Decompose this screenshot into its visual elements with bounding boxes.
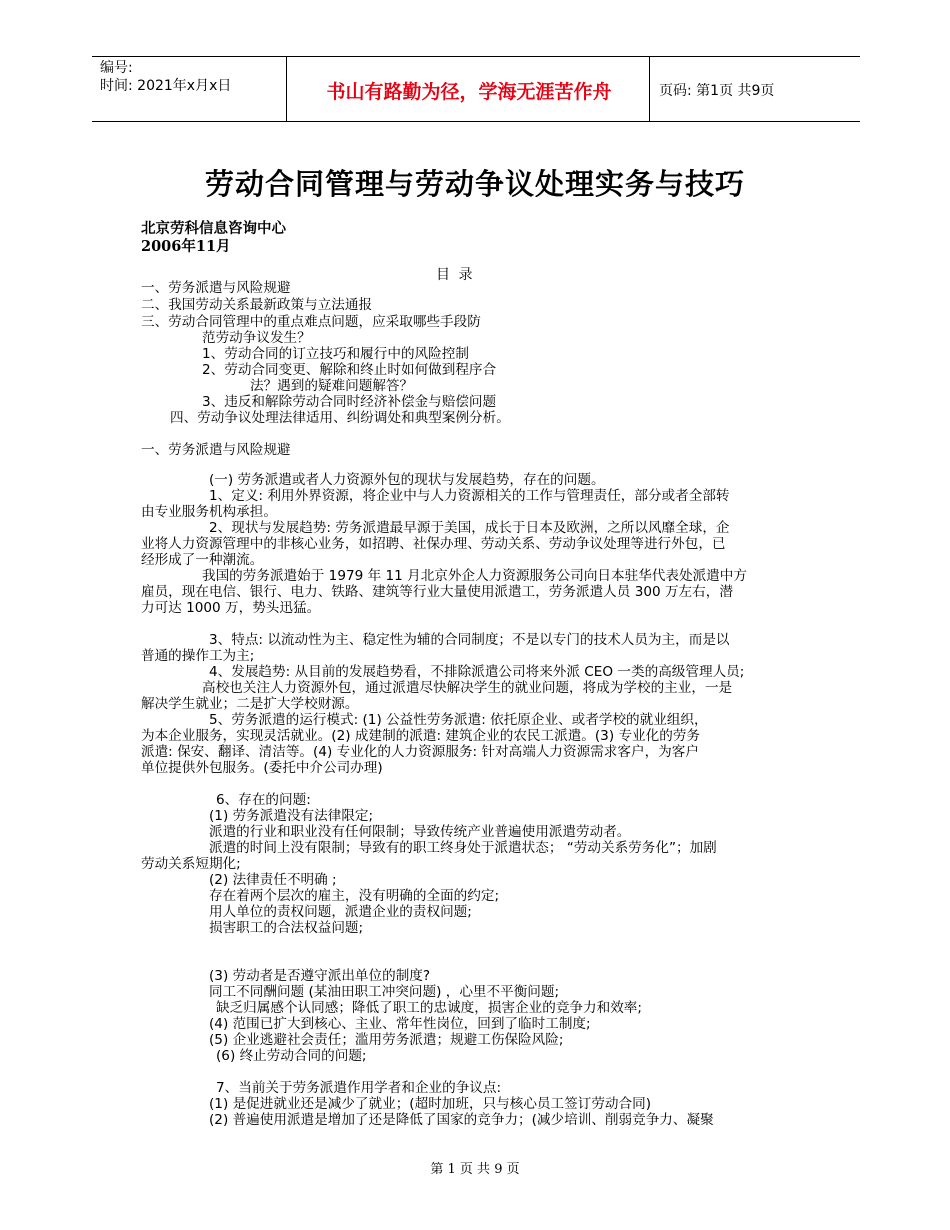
text-line: 5、劳务派遣的运行模式: (1) 公益性劳务派遣: 依托原企业、或者学校的就业组织，: [209, 712, 708, 728]
text-line: 6、存在的问题:: [216, 792, 311, 808]
organization-name: 北京劳科信息咨询中心: [141, 220, 286, 237]
date-label: 时间: 2021年x月x日: [100, 78, 232, 94]
text-line: 2、现状与发展趋势: 劳务派遣最早源于美国，成长于日本及欧洲，之所以风靡全球，企: [209, 520, 730, 536]
text-line: 高校也关注人力资源外包，通过派遣尽快解决学生的就业问题，将成为学校的主业，一是: [202, 680, 733, 696]
text-line: (5) 企业逃避社会责任；滥用劳务派遣；规避工伤保险风险;: [209, 1032, 564, 1048]
text-line: (2) 普遍使用派遣是增加了还是降低了国家的竞争力；(减少培训、削弱竞争力、凝聚: [209, 1112, 714, 1128]
text-line: 派遣: 保安、翻译、清洁等。(4) 专业化的人力资源服务: 针对高端人力资源需求客户，为客户: [141, 744, 699, 760]
document-date: 2006年11月: [141, 238, 231, 255]
header-divider: [649, 57, 650, 121]
text-line: (4) 范围已扩大到核心、主业、常年性岗位，回到了临时工制度;: [209, 1016, 591, 1032]
page-footer: 第 1 页 共 9 页: [430, 1162, 520, 1177]
text-line: 存在着两个层次的雇主，没有明确的全面的约定;: [209, 888, 500, 904]
text-line: 雇员，现在电信、银行、电力、铁路、建筑等行业大量使用派遣工，劳务派遣人员 300 万左右，潜: [141, 584, 733, 600]
text-line: 缺乏归属感个认同感；降低了职工的忠诚度，损害企业的竞争力和效率;: [216, 1000, 642, 1016]
document-header-table: [92, 56, 860, 122]
text-line: 派遣的行业和职业没有任何限制；导致传统产业普遍使用派遣劳动者。: [209, 824, 631, 840]
text-line: 2、劳动合同变更、解除和终止时如何做到程序合: [202, 362, 497, 378]
text-line: 我国的劳务派遣始于 1979 年 11 月北京外企人力资源服务公司向日本驻华代表处派遣中方: [202, 568, 747, 584]
document-title: 劳动合同管理与劳动争议处理实务与技巧: [204, 167, 745, 201]
header-meta: [100, 59, 231, 95]
text-line: 一、劳务派遣与风险规避: [141, 280, 291, 296]
text-line: 业将人力资源管理中的非核心业务，如招聘、社保办理、劳动关系、劳动争议处理等进行外包，已: [141, 536, 726, 552]
text-line: 由专业服务机构承担。: [141, 504, 277, 520]
text-line: (1) 劳务派遣没有法律限定;: [209, 808, 374, 824]
text-line: 3、违反和解除劳动合同时经济补偿金与赔偿问题: [202, 394, 497, 410]
header-motto: 书山有路勤为径，学海无涯苦作舟: [326, 81, 612, 103]
text-line: 普通的操作工为主;: [141, 648, 255, 664]
toc-title: 目 录: [436, 267, 475, 283]
number-label: 编号:: [100, 60, 133, 76]
text-line: 7、当前关于劳务派遣作用学者和企业的争议点:: [216, 1080, 502, 1096]
text-line: 解决学生就业；二是扩大学校财源。: [141, 696, 359, 712]
text-line: (3) 劳动者是否遵守派出单位的制度?: [209, 968, 431, 984]
text-line: 为本企业服务，实现灵活就业。(2) 成建制的派遣: 建筑企业的农民工派遣。(3) 专业化的劳务: [141, 728, 701, 744]
text-line: 3、特点: 以流动性为主、稳定性为辅的合同制度；不是以专门的技术人员为主，而是以: [209, 632, 730, 648]
text-line: 三、劳动合同管理中的重点难点问题，应采取哪些手段防: [141, 314, 481, 330]
text-line: 1、劳动合同的订立技巧和履行中的风险控制: [202, 346, 469, 362]
text-line: 力可达 1000 万，势头迅猛。: [141, 600, 321, 616]
text-line: 同工不同酬问题 (某油田职工冲突问题) ，心里不平衡问题;: [209, 984, 560, 1000]
text-line: 二、我国劳动关系最新政策与立法通报: [141, 297, 373, 313]
text-line: 四、劳动争议处理法律适用、纠纷调处和典型案例分析。: [170, 410, 510, 426]
text-line: 1、定义: 利用外界资源，将企业中与人力资源相关的工作与管理责任，部分或者全部转: [209, 488, 730, 504]
text-line: 派遣的时间上没有限制；导致有的职工终身处于派遣状态； “劳动关系劳务化”；加剧: [209, 840, 717, 856]
text-line: 一、劳务派遣与风险规避: [141, 442, 291, 458]
text-line: 损害职工的合法权益问题;: [209, 920, 364, 936]
text-line: 法？遇到的疑难问题解答？: [250, 378, 414, 394]
text-line: (一) 劳务派遣或者人力资源外包的现状与发展趋势，存在的问题。: [209, 472, 605, 488]
text-line: (1) 是促进就业还是减少了就业；(超时加班，只与核心员工签订劳动合同): [209, 1096, 651, 1112]
text-line: (6) 终止劳动合同的问题;: [216, 1048, 367, 1064]
header-page-info: 页码: 第1页 共9页: [659, 83, 775, 99]
text-line: 用人单位的责权问题，派遣企业的责权问题;: [209, 904, 472, 920]
text-line: 4、发展趋势: 从目前的发展趋势看，不排除派遣公司将来外派 CEO 一类的高级管理人员;: [209, 664, 745, 680]
text-line: 范劳动争议发生？: [202, 330, 311, 346]
text-line: (2) 法律责任不明确 ;: [209, 872, 337, 888]
header-divider: [286, 57, 287, 121]
text-line: 单位提供外包服务。(委托中介公司办理): [141, 760, 383, 776]
text-line: 经形成了一种潮流。: [141, 552, 264, 568]
text-line: 劳动关系短期化;: [141, 856, 241, 872]
